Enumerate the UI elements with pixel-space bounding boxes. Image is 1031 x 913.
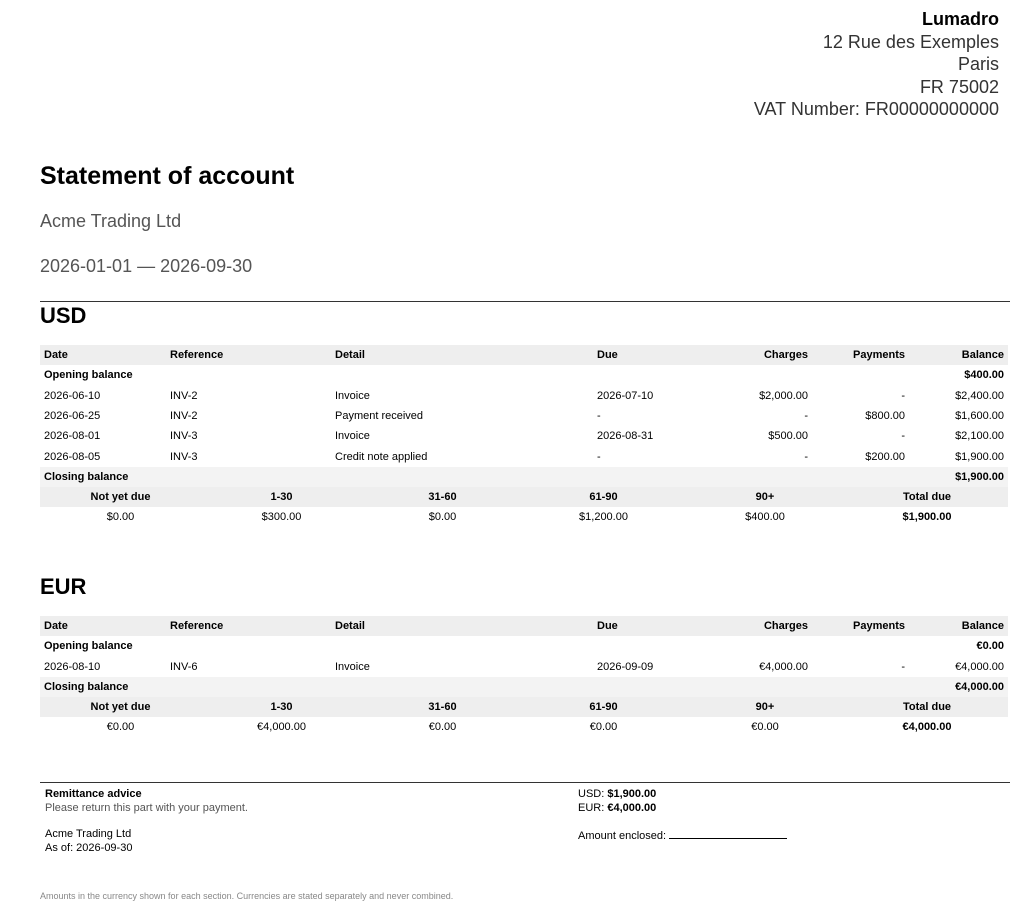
col-due: Due [593,616,692,636]
row-charges: - [804,450,808,463]
remittance-header [45,788,248,815]
col-reference: Reference [166,616,331,636]
row-payments: - [901,430,905,443]
col-payments: Payments [812,616,909,636]
col-detail: Detail [331,345,593,365]
aging-header-row [40,487,1008,507]
customer-name: Acme Trading Ltd [40,211,182,231]
opening-balance-value: $400.00 [964,369,1004,382]
col-reference: Reference [166,345,331,365]
row-reference: INV-3 [170,430,198,443]
opening-balance-row [40,365,1008,385]
closing-balance-row [40,467,1008,487]
aging-col-total-due: Total due [846,487,1008,507]
aging-col-31-60: 31-60 [362,487,523,507]
row-charges: €4,000.00 [759,660,808,673]
row-date: 2026-08-10 [44,660,101,673]
col-date: Date [40,345,166,365]
aging-1-30: €4,000.00 [257,721,306,734]
aging-values-row [40,717,1008,737]
footer-note: Amounts in the currency shown for each section. Currencies are stated separately and never combined. [40,891,454,901]
row-reference: INV-6 [170,660,198,673]
col-payments: Payments [812,345,909,365]
row-reference: INV-3 [170,450,198,463]
closing-balance-value: €4,000.00 [909,677,1008,697]
aging-col-31-60: 31-60 [362,697,523,717]
row-reference: INV-2 [170,410,198,423]
row-charges: $2,000.00 [759,389,808,402]
aging-col-total-due: Total due [846,697,1008,717]
row-detail: Invoice [335,430,370,443]
col-balance: Balance [909,345,1008,365]
page-title: Statement of account [40,162,295,190]
row-detail: Credit note applied [335,450,428,463]
aging-1-30: $300.00 [261,511,302,524]
aging-col-not-yet-due: Not yet due [40,487,201,507]
row-payments: - [901,660,905,673]
eur-aging-table [40,697,1008,738]
aging-col-not-yet-due: Not yet due [40,697,201,717]
row-due: 2026-09-09 [597,660,654,673]
closing-balance-label: Closing balance [40,677,909,697]
aging-90-plus: $400.00 [745,511,785,524]
row-balance: $2,400.00 [955,389,1004,402]
opening-balance-row [40,636,1008,656]
row-payments: $800.00 [865,410,905,423]
table-row [40,657,1008,677]
table-header-row [40,616,1008,636]
row-reference: INV-2 [170,389,198,402]
aging-total-due: €4,000.00 [902,721,952,734]
eur-total-label: EUR: [578,801,605,814]
aging-col-90-plus: 90+ [684,487,846,507]
aging-col-1-30: 1-30 [201,697,362,717]
usd-total-value: $1,900.00 [607,788,657,800]
table-row [40,426,1008,446]
aging-col-61-90: 61-90 [523,697,684,717]
row-date: 2026-08-01 [44,430,101,443]
amount-enclosed-line [578,828,787,844]
col-balance: Balance [909,616,1008,636]
aging-31-60: $0.00 [428,511,457,524]
aging-values-row [40,507,1008,527]
aging-header-row [40,697,1008,717]
col-detail: Detail [331,616,593,636]
aging-col-1-30: 1-30 [201,487,362,507]
table-row [40,446,1008,466]
eur-total-line [578,802,656,816]
col-due: Due [593,345,692,365]
aging-col-61-90: 61-90 [523,487,684,507]
opening-balance-value: €0.00 [976,640,1004,653]
closing-balance-label: Closing balance [40,467,909,487]
remittance-customer-block [45,828,132,855]
col-charges: Charges [692,345,812,365]
statement-period: 2026-01-01 — 2026-09-30 [40,256,253,276]
row-due: 2026-08-31 [597,430,654,443]
company-block [754,8,999,121]
closing-balance-row [40,677,1008,697]
section-divider [40,301,1010,302]
aging-col-90-plus: 90+ [684,697,846,717]
remittance-title: Remittance advice [45,788,142,800]
col-charges: Charges [692,616,812,636]
opening-balance-label: Opening balance [44,369,133,382]
row-charges: $500.00 [768,430,808,443]
aging-not-yet-due: $0.00 [106,511,135,524]
row-due: - [597,410,601,423]
usd-total-label: USD: [578,788,605,800]
row-balance: $2,100.00 [955,430,1004,443]
eur-total-value: €4,000.00 [607,801,657,814]
remittance-customer: Acme Trading Ltd [45,828,132,840]
usd-section-title: USD [40,303,87,328]
company-address: 12 Rue des Exemples [822,31,999,52]
row-due: 2026-07-10 [597,389,654,402]
table-row [40,386,1008,406]
table-row [40,406,1008,426]
table-header-row [40,345,1008,365]
aging-61-90: €0.00 [589,721,618,734]
amount-enclosed-label: Amount enclosed: [578,830,667,842]
amount-enclosed-field[interactable] [669,828,787,839]
row-date: 2026-06-25 [44,410,101,423]
opening-balance-label: Opening balance [44,640,133,653]
row-charges: - [804,410,808,423]
remittance-instruction: Please return this part with your payment. [45,801,248,814]
usd-aging-table [40,487,1008,528]
row-payments: - [901,389,905,402]
row-balance: $1,900.00 [955,450,1004,463]
eur-ledger-table [40,616,1008,697]
remittance-divider [40,782,1010,783]
aging-61-90: $1,200.00 [579,511,628,524]
row-date: 2026-06-10 [44,389,101,402]
row-detail: Payment received [335,410,424,423]
aging-total-due: $1,900.00 [902,511,952,524]
row-payments: $200.00 [865,450,905,463]
eur-section-title: EUR [40,574,87,599]
company-vat: VAT Number: FR00000000000 [753,99,999,119]
row-detail: Invoice [335,660,370,673]
usd-ledger-table [40,345,1008,487]
remittance-totals [578,788,656,815]
company-city: Paris [957,54,999,74]
aging-90-plus: €0.00 [751,721,779,734]
company-name: Lumadro [921,9,999,29]
remittance-as-of: As of: 2026-09-30 [45,841,133,854]
col-date: Date [40,616,166,636]
aging-not-yet-due: €0.00 [106,721,135,734]
row-balance: $1,600.00 [955,410,1004,423]
row-due: - [597,450,601,463]
row-date: 2026-08-05 [44,450,101,463]
closing-balance-value: $1,900.00 [909,467,1008,487]
aging-31-60: €0.00 [428,721,457,734]
usd-total-line [578,788,656,802]
row-detail: Invoice [335,389,370,402]
row-balance: €4,000.00 [955,660,1004,673]
company-postal: FR 75002 [919,76,999,97]
